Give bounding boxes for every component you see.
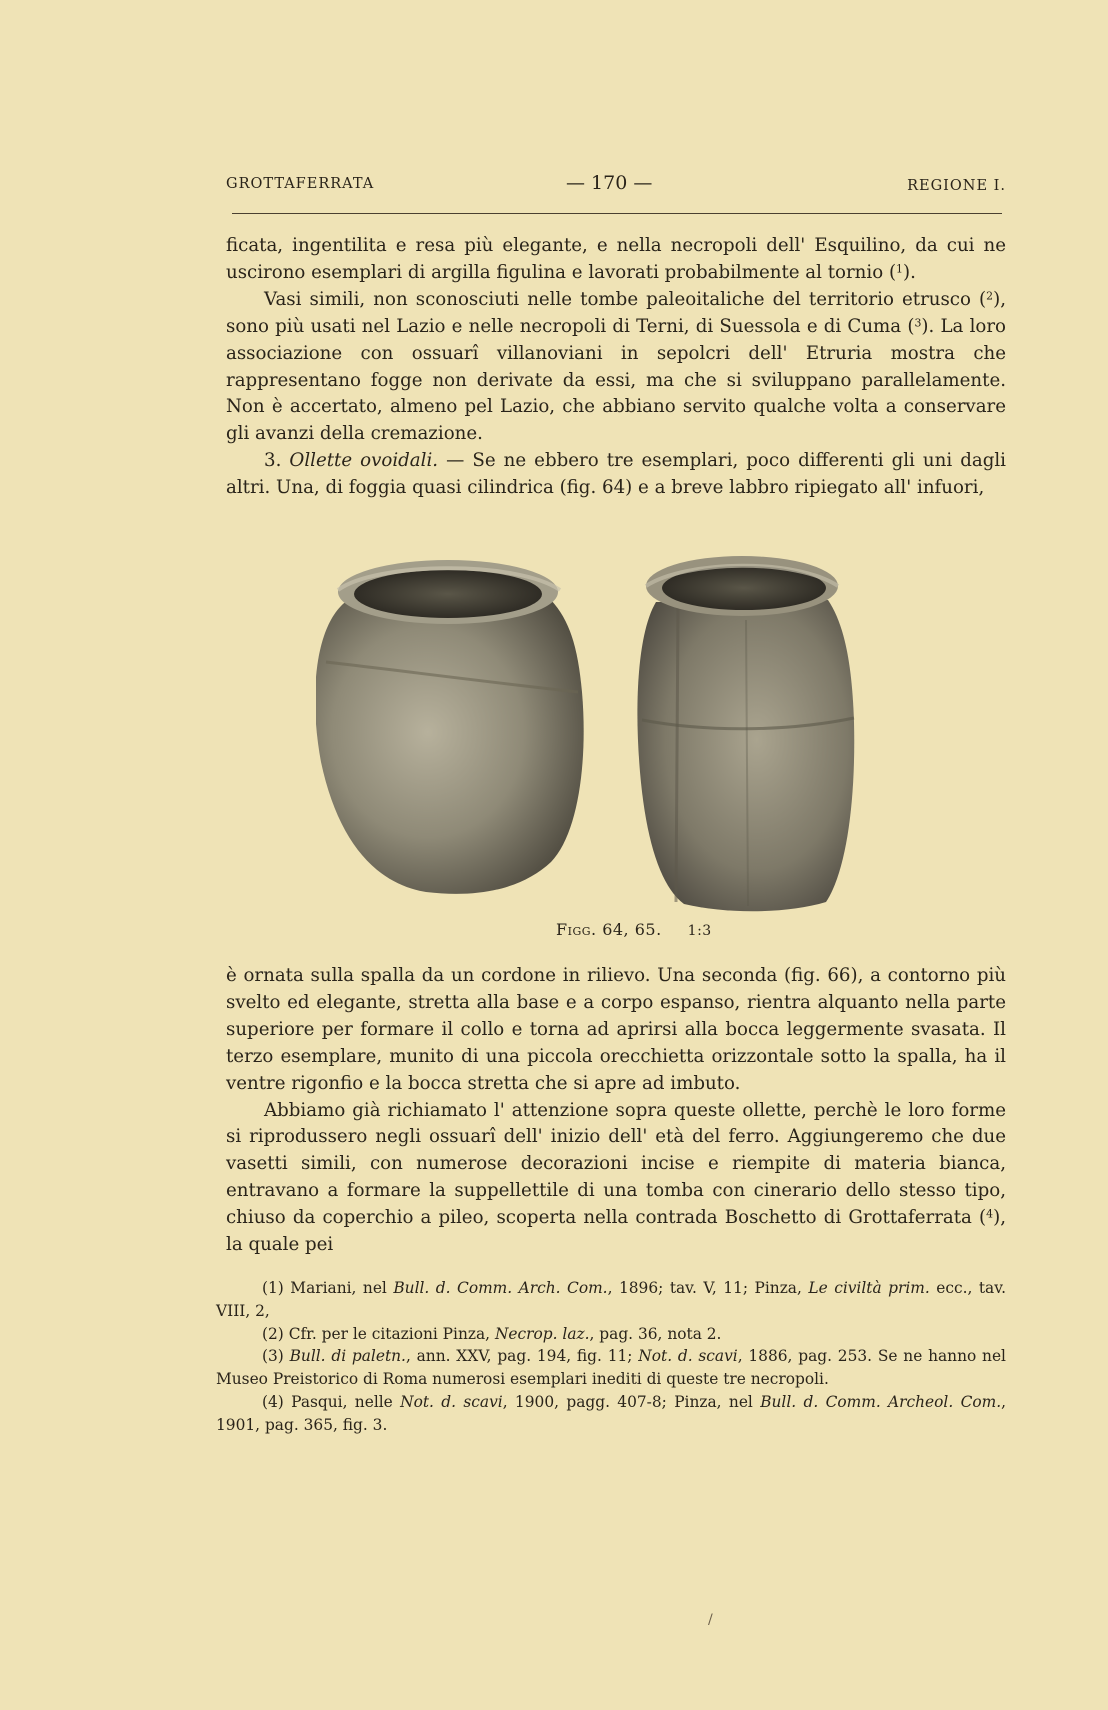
paragraph: 3. Ollette ovoidali. — Se ne ebbero tre esemplari, poco differenti gli uni dagli altri. Una, di foggia quasi cilindrica (fig. 64) e a breve labbro ripiegato all' infuori,	[226, 450, 1006, 499]
pot-fig-65	[637, 556, 854, 911]
header-region: REGIONE I.	[907, 178, 1006, 194]
paragraph: è ornata sulla spalla da un cordone in rilievo. Una seconda (fig. 66), a contorno più svelto ed elegante, stretta alla base e a corpo espanso, rientra alquanto nella parte superiore per formare il collo e torna ad aprirsi alla bocca leggermente svasata. Il terzo esemplare, munito di una piccola orecchietta orizzontale sotto la spalla, ha il ventre rigonfio e la bocca stretta che si apre ad imbuto.	[226, 965, 1006, 1094]
footnote-ref: 1	[896, 262, 903, 276]
figure-pots-photo	[316, 542, 916, 932]
paragraph: Abbiamo già richiamato l' attenzione sopra queste ollette, perchè le loro forme si riprodussero negli ossuarî dell' inizio dell' età del ferro. Aggiungeremo che due vasetti simili, con numerose decorazioni incise e riempite di materia bianca, entravano a formare la suppellettile di una tomba con cinerario dello stesso tipo, chiuso da coperchio a pileo, scoperta nella contrada Boschetto di Grottaferrata ($^4$), la quale pei	[226, 1099, 1006, 1256]
caption-scale: 1:3	[687, 923, 712, 939]
section-heading: Ollette ovoidali.	[289, 450, 439, 472]
text-block-bottom	[226, 963, 1006, 1259]
paragraph: Vasi simili, non sconosciuti nelle tombe paleoitaliche del territorio etrusco ($^2$), sono più usati nel Lazio e nelle necropoli di Terni, di Suessola e di Cuma ($^3$). La loro associazione con ossuarî villanoviani in sepolcri dell' Etruria mostra che rappresentano fogge non derivate da essi, ma che si sviluppano parallelamente. Non è accertato, almeno pel Lazio, che abbiano servito qualche volta a conservare gli avanzi della cremazione.	[226, 288, 1006, 445]
figure-caption	[556, 920, 712, 939]
page-number: — 170 —	[566, 172, 653, 194]
text-block-top	[226, 233, 1006, 502]
caption-label: Figg. 64, 65.	[556, 920, 662, 939]
footnote: (4) Pasqui, nelle Not. d. scavi, 1900, pagg. 407-8; Pinza, nel Bull. d. Comm. Archeol. Com., 1901, pag. 365, fig. 3.	[216, 1392, 1007, 1434]
paragraph: ficata, ingentilita e resa più elegante, e nella necropoli dell' Esquilino, da cui ne uscirono esemplari di argilla figulina e lavorati probabilmente al tornio ($^1$).	[226, 235, 1006, 283]
footnote-ref: 2	[986, 289, 994, 303]
footnote-ref: 4	[986, 1207, 994, 1221]
footnote: (3) Bull. di paletn., ann. XXV, pag. 194, fig. 11; Not. d. scavi, 1886, pag. 253. Se ne hanno nel Museo Preistorico di Roma numerosi esemplari inediti di queste tre necropoli.	[216, 1347, 1006, 1389]
header-rule	[232, 213, 1002, 214]
footnote-ref: 3	[914, 316, 922, 330]
running-header	[226, 172, 1006, 196]
paper-mark: /	[708, 1612, 713, 1628]
pot-fig-64	[316, 560, 584, 894]
footnote: (2) Cfr. per le citazioni Pinza, Necrop. laz., pag. 36, nota 2.	[262, 1324, 722, 1343]
header-place: GROTTAFERRATA	[226, 176, 375, 192]
footnote: (1) Mariani, nel Bull. d. Comm. Arch. Com., 1896; tav. V, 11; Pinza, Le civiltà prim. ecc., tav. VIII, 2,	[216, 1279, 1006, 1320]
footnotes	[216, 1277, 1006, 1437]
